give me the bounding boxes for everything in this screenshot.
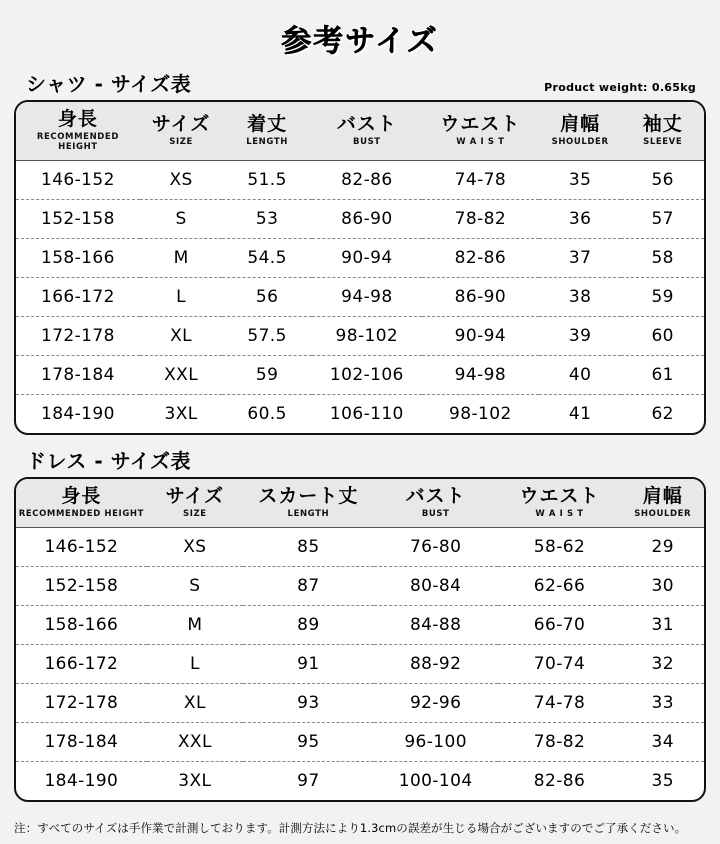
cell-bust: 88-92: [374, 644, 498, 683]
cell-height: 172-178: [16, 316, 140, 355]
cell-size: XL: [140, 316, 223, 355]
cell-size: S: [140, 199, 223, 238]
cell-skirt-length: 85: [243, 527, 374, 566]
cell-shoulder: 40: [539, 355, 622, 394]
cell-size: S: [147, 566, 243, 605]
table-row: [16, 761, 704, 800]
cell-size: XS: [147, 527, 243, 566]
cell-shoulder: 35: [651, 770, 674, 791]
cell-shoulder: 38: [539, 277, 622, 316]
cell-length: 60.5: [247, 403, 287, 424]
section-title-dress: ドレス - サイズ表: [26, 448, 192, 473]
cell-height: 152-158: [16, 566, 147, 605]
section-header-dress: [14, 445, 706, 477]
table-row: [16, 527, 704, 566]
cell-length: 56: [222, 277, 311, 316]
column-header-bust: [312, 102, 422, 160]
cell-bust: 76-80: [374, 527, 498, 566]
cell-size: 3XL: [178, 770, 212, 791]
column-header-jp: バスト: [336, 113, 397, 135]
cell-height: 158-166: [16, 605, 147, 644]
cell-bust: 98-102: [312, 316, 422, 355]
cell-height: 184-190: [44, 770, 119, 791]
cell-size: L: [140, 277, 223, 316]
cell-size: XL: [147, 683, 243, 722]
cell-waist: 58-62: [498, 527, 622, 566]
cell-shoulder: 35: [539, 160, 622, 199]
cell-size: M: [147, 605, 243, 644]
cell-height: 152-158: [16, 199, 140, 238]
table-row: [16, 355, 704, 394]
cell-skirt-length: 97: [297, 770, 320, 791]
cell-bust: 92-96: [374, 683, 498, 722]
cell-skirt-length: 87: [243, 566, 374, 605]
cell-height: 166-172: [16, 644, 147, 683]
cell-waist: 90-94: [422, 316, 539, 355]
measurement-disclaimer: 注：すべてのサイズは手作業で計測しております。計測方法により1.3cmの誤差が生じる場合がございますのでご了承ください。: [14, 821, 687, 835]
cell-shoulder: 34: [621, 722, 704, 761]
column-header-sleeve: [621, 102, 704, 160]
table-header-row: [16, 479, 704, 527]
table-row: [16, 160, 704, 199]
column-header-en: W A I S T: [456, 136, 505, 147]
cell-waist: 62-66: [498, 566, 622, 605]
cell-bust: 82-86: [312, 160, 422, 199]
column-header-en: SHOULDER: [551, 136, 609, 147]
cell-height: 146-152: [16, 527, 147, 566]
column-header-shoulder: [539, 102, 622, 160]
column-header-en: LENGTH: [246, 136, 288, 147]
column-header-en: SIZE: [169, 136, 193, 147]
cell-length: 54.5: [222, 238, 311, 277]
table-row: [16, 605, 704, 644]
section-header-shirt: [14, 68, 706, 100]
column-header-en: LENGTH: [287, 508, 330, 519]
cell-length: 57.5: [222, 316, 311, 355]
cell-bust: 106-110: [329, 403, 404, 424]
cell-height: 178-184: [16, 355, 140, 394]
cell-sleeve: 62: [651, 403, 674, 424]
cell-waist: 86-90: [422, 277, 539, 316]
column-header-bust: [374, 479, 498, 527]
column-header-jp: スカート丈: [258, 484, 359, 507]
cell-waist: 94-98: [422, 355, 539, 394]
column-header-jp: サイズ: [151, 113, 211, 135]
column-header-height: [16, 102, 140, 160]
cell-size: 3XL: [164, 403, 198, 424]
column-header-jp: バスト: [405, 484, 466, 507]
cell-bust: 100-104: [398, 770, 473, 791]
cell-waist: 82-86: [533, 770, 586, 791]
table-row: [16, 566, 704, 605]
cell-sleeve: 59: [621, 277, 704, 316]
cell-waist: 74-78: [422, 160, 539, 199]
page-title: 参考サイズ: [281, 24, 439, 59]
table-row: [16, 722, 704, 761]
column-header-en: BUST: [353, 136, 381, 147]
cell-waist: 98-102: [449, 403, 512, 424]
column-header-size: [140, 102, 223, 160]
product-weight-label: Product weight: 0.65kg: [544, 81, 696, 94]
cell-height: 146-152: [16, 160, 140, 199]
cell-height: 158-166: [16, 238, 140, 277]
cell-shoulder: 33: [621, 683, 704, 722]
table-header-row: [16, 102, 704, 160]
cell-waist: 78-82: [498, 722, 622, 761]
column-header-jp: ウエスト: [440, 113, 521, 135]
cell-sleeve: 60: [621, 316, 704, 355]
column-header-waist: [422, 102, 539, 160]
cell-height: 172-178: [16, 683, 147, 722]
column-header-en: RECOMMENDED HEIGHT: [36, 131, 119, 152]
cell-shoulder: 29: [621, 527, 704, 566]
size-table-card-shirt: [14, 100, 706, 435]
column-header-jp: 身長: [57, 108, 98, 130]
size-table-card-dress: [14, 477, 706, 802]
column-header-jp: 肩幅: [560, 113, 601, 135]
column-header-skirt-length: [243, 479, 374, 527]
cell-shoulder: 31: [621, 605, 704, 644]
column-header-en: SHOULDER: [634, 508, 692, 519]
cell-skirt-length: 91: [243, 644, 374, 683]
size-table-dress: [16, 479, 704, 800]
cell-size: XS: [140, 160, 223, 199]
cell-bust: 94-98: [312, 277, 422, 316]
cell-bust: 80-84: [374, 566, 498, 605]
column-header-en: SIZE: [183, 508, 207, 519]
cell-shoulder: 39: [539, 316, 622, 355]
cell-sleeve: 58: [621, 238, 704, 277]
cell-height: 184-190: [40, 403, 115, 424]
cell-sleeve: 57: [621, 199, 704, 238]
size-table-shirt: [16, 102, 704, 433]
column-header-size: [147, 479, 243, 527]
table-row: [16, 277, 704, 316]
cell-bust: 90-94: [312, 238, 422, 277]
column-header-jp: 肩幅: [642, 484, 683, 507]
table-row: [16, 394, 704, 433]
cell-waist: 82-86: [422, 238, 539, 277]
cell-shoulder: 36: [539, 199, 622, 238]
cell-length: 53: [222, 199, 311, 238]
cell-shoulder: 41: [568, 403, 592, 424]
column-header-length: [222, 102, 311, 160]
cell-waist: 78-82: [422, 199, 539, 238]
cell-height: 178-184: [16, 722, 147, 761]
column-header-en: W A I S T: [535, 508, 584, 519]
column-header-jp: ウエスト: [519, 484, 600, 507]
cell-length: 51.5: [222, 160, 311, 199]
cell-height: 166-172: [16, 277, 140, 316]
cell-waist: 70-74: [498, 644, 622, 683]
cell-waist: 74-78: [498, 683, 622, 722]
table-row: [16, 683, 704, 722]
column-header-jp: 着丈: [247, 113, 288, 135]
cell-shoulder: 32: [621, 644, 704, 683]
column-header-jp: 身長: [61, 484, 102, 507]
table-row: [16, 199, 704, 238]
cell-sleeve: 56: [621, 160, 704, 199]
table-row: [16, 316, 704, 355]
table-row: [16, 644, 704, 683]
column-header-jp: サイズ: [165, 484, 225, 507]
cell-sleeve: 61: [621, 355, 704, 394]
cell-bust: 102-106: [312, 355, 422, 394]
cell-skirt-length: 89: [243, 605, 374, 644]
cell-size: M: [140, 238, 223, 277]
cell-waist: 66-70: [498, 605, 622, 644]
cell-bust: 84-88: [374, 605, 498, 644]
cell-shoulder: 30: [621, 566, 704, 605]
cell-shoulder: 37: [539, 238, 622, 277]
cell-size: XXL: [140, 355, 223, 394]
cell-size: XXL: [147, 722, 243, 761]
table-row: [16, 238, 704, 277]
column-header-en: BUST: [421, 508, 450, 519]
cell-size: L: [147, 644, 243, 683]
column-header-shoulder: [621, 479, 704, 527]
cell-skirt-length: 95: [243, 722, 374, 761]
column-header-en: RECOMMENDED HEIGHT: [18, 508, 145, 519]
cell-bust: 96-100: [374, 722, 498, 761]
section-title-shirt: シャツ - サイズ表: [26, 72, 192, 96]
column-header-jp: 袖丈: [642, 113, 683, 135]
cell-skirt-length: 93: [243, 683, 374, 722]
column-header-height: [16, 479, 147, 527]
column-header-waist: [498, 479, 622, 527]
cell-bust: 86-90: [312, 199, 422, 238]
cell-length: 59: [222, 355, 311, 394]
column-header-en: SLEEVE: [643, 136, 683, 147]
